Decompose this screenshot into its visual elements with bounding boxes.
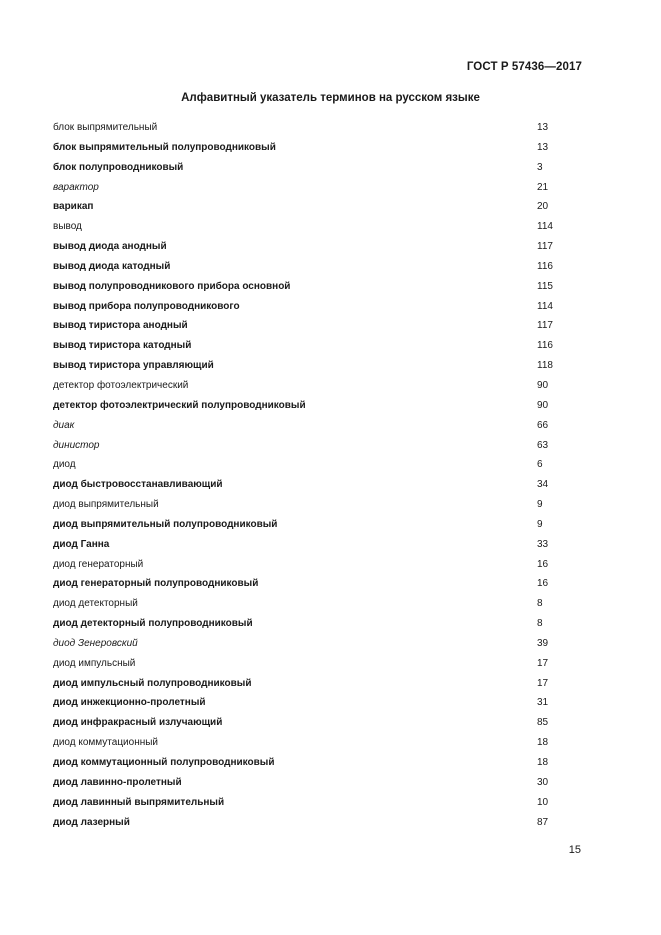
entry-term: вывод тиристора анодный [53,320,188,332]
entry-term: детектор фотоэлектрический [53,379,189,391]
index-entry [53,319,573,339]
entry-page-ref: 20 [537,201,549,213]
index-entry [53,339,573,359]
entry-page-ref: 117 [537,241,553,253]
entry-term: вывод полупроводникового прибора основной [53,280,291,292]
entry-term: динистор [53,439,100,451]
index-entry [53,458,573,478]
entry-term: диод лавинный выпрямительный [53,796,225,808]
index-entry [53,518,573,538]
entry-term: диод Ганна [53,538,110,550]
entry-page-ref: 8 [537,618,543,630]
index-entry [53,478,573,498]
entry-term: диод генераторный полупроводниковый [53,578,259,590]
entry-term: вывод тиристора управляющий [53,360,214,372]
index-entry [53,220,573,240]
index-entry [53,260,573,280]
index-entry [53,121,573,141]
entry-term: вывод диода анодный [53,241,167,253]
index-entry [53,816,573,836]
entry-term: вывод диода катодный [53,260,171,272]
entry-term: детектор фотоэлектрический полупроводниковый [53,399,306,411]
entry-page-ref: 116 [537,260,553,272]
entry-page-ref: 114 [537,300,553,312]
index-entry [53,637,573,657]
entry-term: диод [53,459,76,471]
entry-page-ref: 34 [537,479,549,491]
entry-term: варикап [53,201,94,213]
page-number: 15 [568,844,581,856]
index-entries-list [53,121,573,835]
entry-term: диод лазерный [53,816,130,828]
index-entry [53,796,573,816]
index-entry [53,439,573,459]
index-entry [53,419,573,439]
index-entry [53,300,573,320]
entry-page-ref: 90 [537,379,549,391]
entry-page-ref: 87 [537,816,549,828]
entry-term: диод коммутационный [53,737,159,749]
index-entry [53,200,573,220]
entry-term: блок выпрямительный полупроводниковый [53,141,276,153]
index-entry [53,399,573,419]
index-entry [53,161,573,181]
entry-term: диод инфракрасный излучающий [53,717,223,729]
entry-term: диод выпрямительный полупроводниковый [53,518,278,530]
index-entry [53,597,573,617]
entry-term: варактор [53,181,99,193]
entry-term: диод импульсный полупроводниковый [53,677,252,689]
entry-term: диак [53,419,75,431]
entry-term: диод Зенеровский [53,637,138,649]
index-entry [53,776,573,796]
entry-page-ref: 17 [537,677,549,689]
index-entry [53,181,573,201]
entry-term: диод лавинно-пролетный [53,776,182,788]
entry-page-ref: 9 [537,499,543,511]
index-entry [53,498,573,518]
entry-page-ref: 63 [537,439,549,451]
index-entry [53,379,573,399]
entry-page-ref: 16 [537,558,549,570]
entry-term: диод детекторный [53,598,138,610]
entry-term: диод генераторный [53,558,144,570]
entry-term: вывод прибора полупроводникового [53,300,240,312]
entry-page-ref: 85 [537,717,549,729]
index-entry [53,657,573,677]
entry-page-ref: 16 [537,578,549,590]
index-entry [53,359,573,379]
entry-page-ref: 30 [537,776,549,788]
entry-page-ref: 117 [537,320,553,332]
index-entry [53,538,573,558]
index-entry [53,141,573,161]
entry-page-ref: 21 [537,181,549,193]
index-entry [53,280,573,300]
entry-page-ref: 66 [537,419,549,431]
entry-page-ref: 90 [537,399,549,411]
index-entry [53,756,573,776]
entry-page-ref: 115 [537,280,553,292]
entry-page-ref: 18 [537,737,549,749]
entry-term: диод коммутационный полупроводниковый [53,757,275,768]
entry-term: блок выпрямительный [53,122,158,133]
entry-term: блок полупроводниковый [53,161,184,173]
index-entry [53,577,573,597]
entry-term: диод быстровосстанавливающий [53,479,223,491]
index-entry [53,736,573,756]
entry-page-ref: 13 [537,141,549,153]
entry-page-ref: 31 [537,697,549,709]
index-entry [53,716,573,736]
entry-page-ref: 13 [537,122,549,133]
entry-page-ref: 10 [537,796,549,808]
entry-page-ref: 6 [537,459,543,471]
entry-page-ref: 3 [537,161,543,173]
entry-page-ref: 17 [537,657,549,669]
entry-page-ref: 39 [537,637,549,649]
entry-page-ref: 114 [537,221,553,233]
entry-term: диод импульсный [53,657,136,669]
entry-page-ref: 9 [537,518,543,530]
entry-page-ref: 118 [537,360,553,372]
entry-page-ref: 116 [537,340,553,352]
index-title: Алфавитный указатель терминов на русском языке [181,92,480,104]
entry-page-ref: 18 [537,757,549,768]
index-entry [53,696,573,716]
entry-term: вывод тиристора катодный [53,340,192,352]
entry-term: диод детекторный полупроводниковый [53,618,253,630]
entry-term: диод выпрямительный [53,499,159,511]
index-entry [53,677,573,697]
entry-term: диод инжекционно-пролетный [53,697,206,709]
document-code: ГОСТ Р 57436—2017 [466,61,582,73]
entry-page-ref: 33 [537,538,549,550]
index-entry [53,240,573,260]
entry-term: вывод [53,221,82,233]
index-entry [53,617,573,637]
index-entry [53,558,573,578]
entry-page-ref: 8 [537,598,543,610]
